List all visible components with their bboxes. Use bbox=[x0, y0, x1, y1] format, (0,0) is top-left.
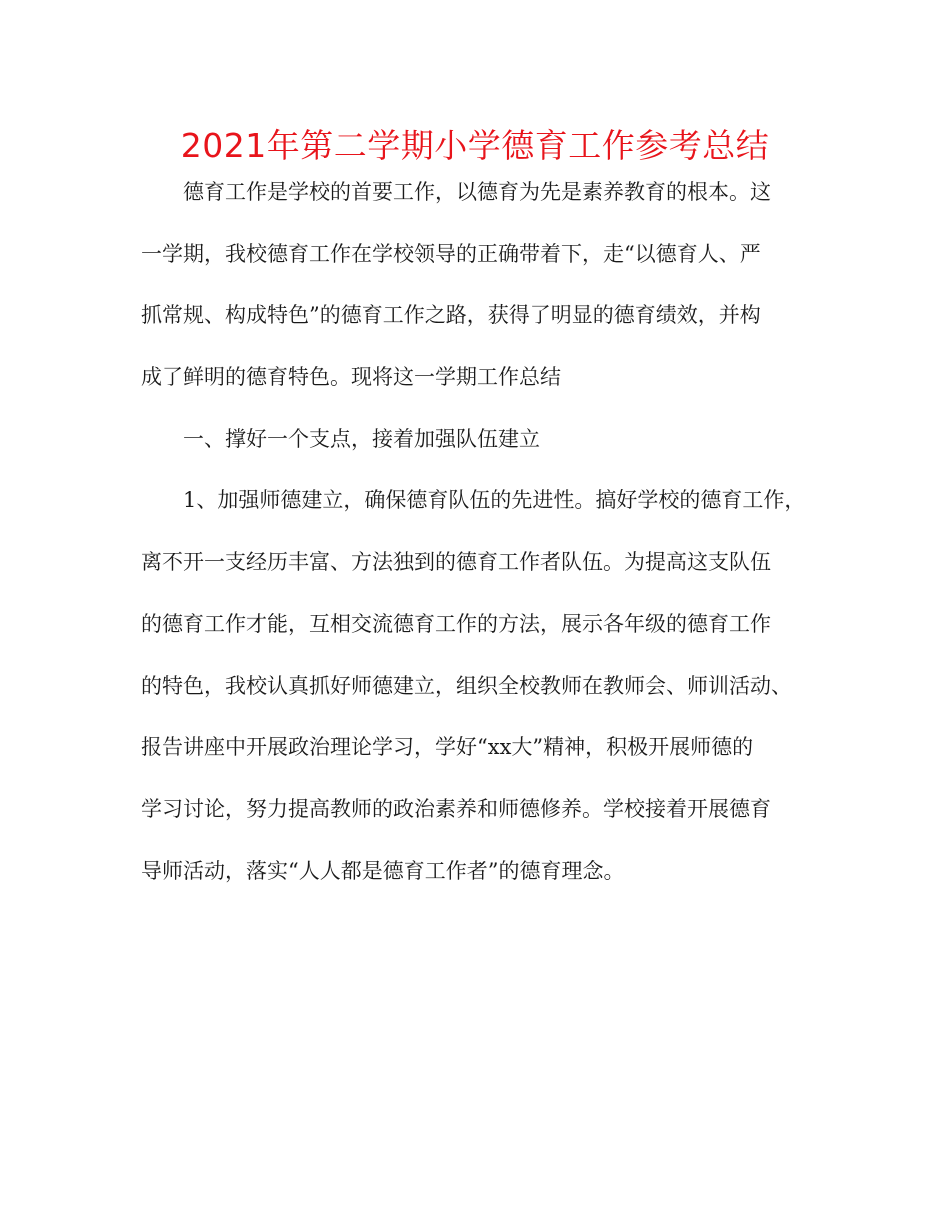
document-title: 2021年第二学期小学德育工作参考总结 bbox=[180, 126, 770, 165]
paragraph-line: 成了鲜明的德育特色。现将这一学期工作总结 bbox=[141, 365, 561, 390]
document-body bbox=[141, 162, 821, 902]
paragraph-line: 的德育工作才能，互相交流德育工作的方法，展示各年级的德育工作 bbox=[141, 611, 771, 636]
paragraph-line: 1、加强师德建立，确保德育队伍的先进性。搞好学校的德育工作， bbox=[183, 488, 806, 513]
paragraph-line: 的特色，我校认真抓好师德建立，组织全校教师在教师会、师训活动、 bbox=[141, 673, 792, 698]
paragraph-line: 学习讨论，努力提高教师的政治素养和师德修养。学校接着开展德育 bbox=[141, 796, 771, 821]
paragraph-line: 报告讲座中开展政治理论学习，学好“xx大”精神，积极开展师德的 bbox=[141, 735, 754, 760]
paragraph-line: 德育工作是学校的首要工作，以德育为先是素养教育的根本。这 bbox=[183, 180, 771, 204]
paragraph-line: 导师活动，落实“人人都是德育工作者”的德育理念。 bbox=[141, 858, 625, 883]
paragraph-line: 离不开一支经历丰富、方法独到的德育工作者队伍。为提高这支队伍 bbox=[141, 550, 771, 575]
paragraph-line: 一学期，我校德育工作在学校领导的正确带着下，走“以德育人、严 bbox=[141, 241, 761, 266]
section-heading: 一、撑好一个支点，接着加强队伍建立 bbox=[183, 426, 540, 451]
paragraph-line: 抓常规、构成特色”的德育工作之路，获得了明显的德育绩效，并构 bbox=[141, 303, 761, 328]
